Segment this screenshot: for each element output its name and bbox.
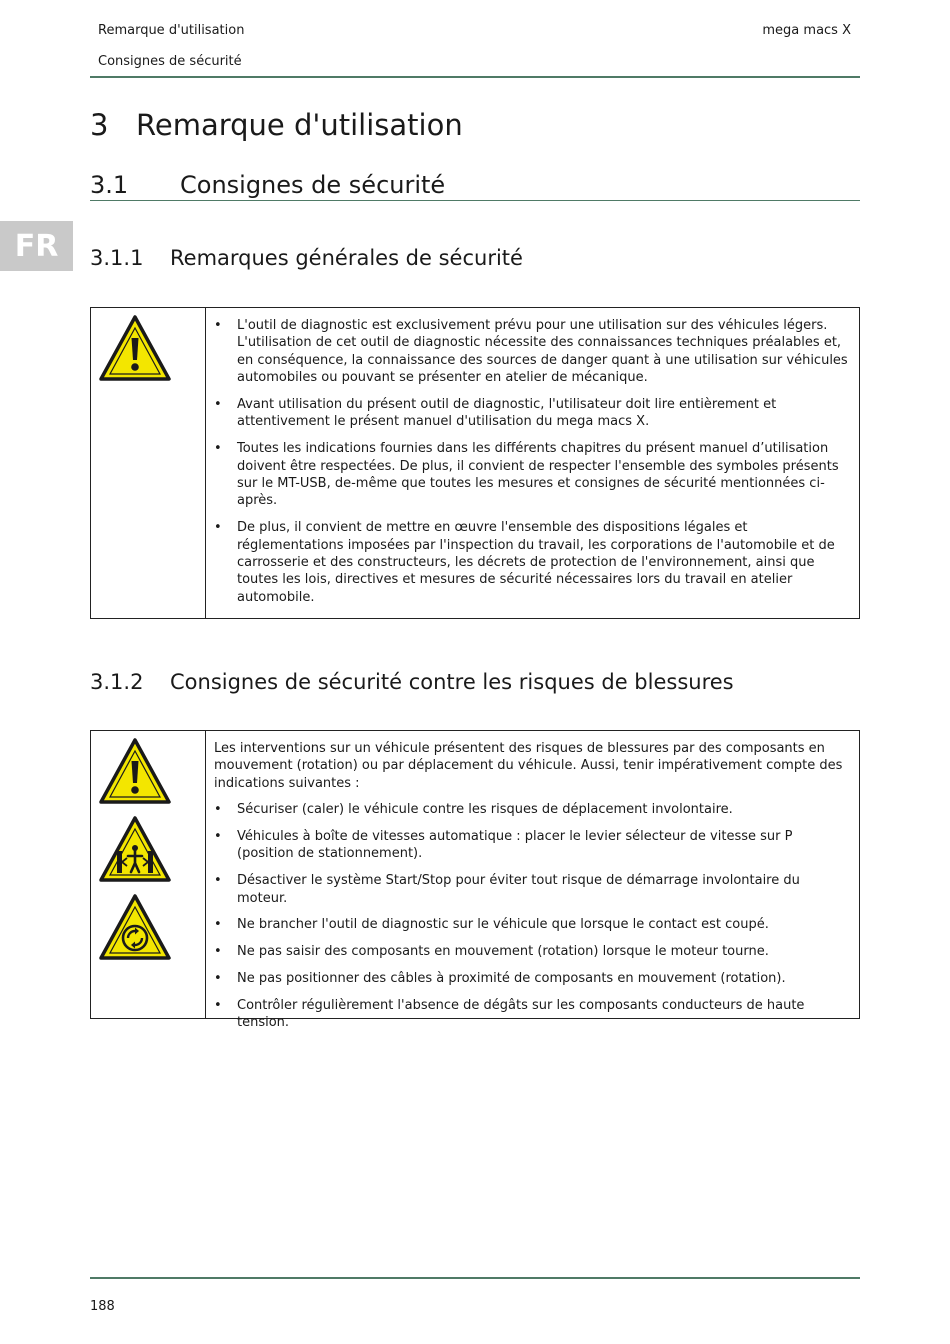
subsection-heading-1 <box>90 246 523 270</box>
subsection-number: 3.1.1 <box>90 246 144 270</box>
chapter-number: 3 <box>90 108 109 142</box>
header-rule <box>90 76 860 78</box>
footer-rule <box>90 1277 860 1279</box>
chapter-title: Remarque d'utilisation <box>136 108 463 142</box>
section-number: 3.1 <box>90 171 129 199</box>
list-item: • De plus, il convient de mettre en œuvre l'ensemble des dispositions légales et réglementations imposées par l'inspection du travail, les corporations de l'automobile et de carrosserie et des constructeurs, les décrets de protection de l'environnement, ainsi que toutes les lois, directives et mesures de sécurité nécessaires lors du travail en atelier automobile. <box>214 519 851 606</box>
section-title: Consignes de sécurité <box>180 171 446 199</box>
section-heading <box>90 171 445 199</box>
running-header-section: Consignes de sécurité <box>98 54 242 69</box>
list-item: • Ne pas positionner des câbles à proximité de composants en mouvement (rotation). <box>214 970 851 987</box>
safety-notice-injury <box>90 730 860 1031</box>
notice-intro: Les interventions sur un véhicule présentent des risques de blessures par des composants en mouvement (rotation) ou par déplacement du véhicule. Aussi, tenir impérativement compte des indications suivantes : <box>214 741 843 791</box>
list-item: • Ne pas saisir des composants en mouvement (rotation) lorsque le moteur tourne. <box>214 943 851 960</box>
list-item: • Avant utilisation du présent outil de diagnostic, l'utilisateur doit lire entièrement et attentivement le présent manuel d'utilisation du mega macs X. <box>214 396 851 431</box>
language-tab: FR <box>0 221 73 271</box>
list-item: • Contrôler régulièrement l'absence de dégâts sur les composants conducteurs de haute tension. <box>214 997 851 1032</box>
warning-triangle-icon <box>98 737 172 805</box>
running-header-product: mega macs X <box>762 23 851 38</box>
notice-text <box>206 731 859 1031</box>
rotating-parts-icon <box>98 893 172 961</box>
subsection-number: 3.1.2 <box>90 670 144 694</box>
chapter-heading <box>90 108 463 142</box>
list-item: • L'outil de diagnostic est exclusivement prévu pour une utilisation sur des véhicules légers. L'utilisation de cet outil de diagnostic nécessite des connaissances techniques préalables et, en conséquence, la connaissance des sources de danger quant à une utilisation sur véhicules automobiles ou pouvant se présenter en atelier de mécanique. <box>214 317 851 387</box>
subsection-heading-2 <box>90 670 734 694</box>
icon-column <box>91 731 206 1018</box>
subsection-title: Remarques générales de sécurité <box>170 246 523 270</box>
icon-column <box>91 308 206 618</box>
notice-list <box>214 801 851 1031</box>
running-header-chapter: Remarque d'utilisation <box>98 23 245 38</box>
warning-triangle-icon <box>98 314 172 382</box>
list-item: • Sécuriser (caler) le véhicule contre les risques de déplacement involontaire. <box>214 801 851 818</box>
crush-hazard-icon <box>98 815 172 883</box>
safety-notice-general <box>90 307 860 619</box>
notice-text <box>206 308 859 618</box>
list-item: • Désactiver le système Start/Stop pour éviter tout risque de démarrage involontaire du moteur. <box>214 872 851 907</box>
subsection-title: Consignes de sécurité contre les risques de blessures <box>170 670 734 694</box>
list-item: • Véhicules à boîte de vitesses automatique : placer le levier sélecteur de vitesse sur P (position de stationnement). <box>214 828 851 863</box>
list-item: • Toutes les indications fournies dans les différents chapitres du présent manuel d’utilisation doivent être respectées. De plus, il convient de respecter l'ensemble des symboles présents sur le MT-USB, de-même que toutes les mesures et consignes de sécurité mentionnées ci-après. <box>214 440 851 510</box>
list-item: • Ne brancher l'outil de diagnostic sur le véhicule que lorsque le contact est coupé. <box>214 916 851 933</box>
section-rule <box>90 200 860 201</box>
page-number: 188 <box>90 1299 115 1314</box>
notice-list <box>214 317 851 606</box>
